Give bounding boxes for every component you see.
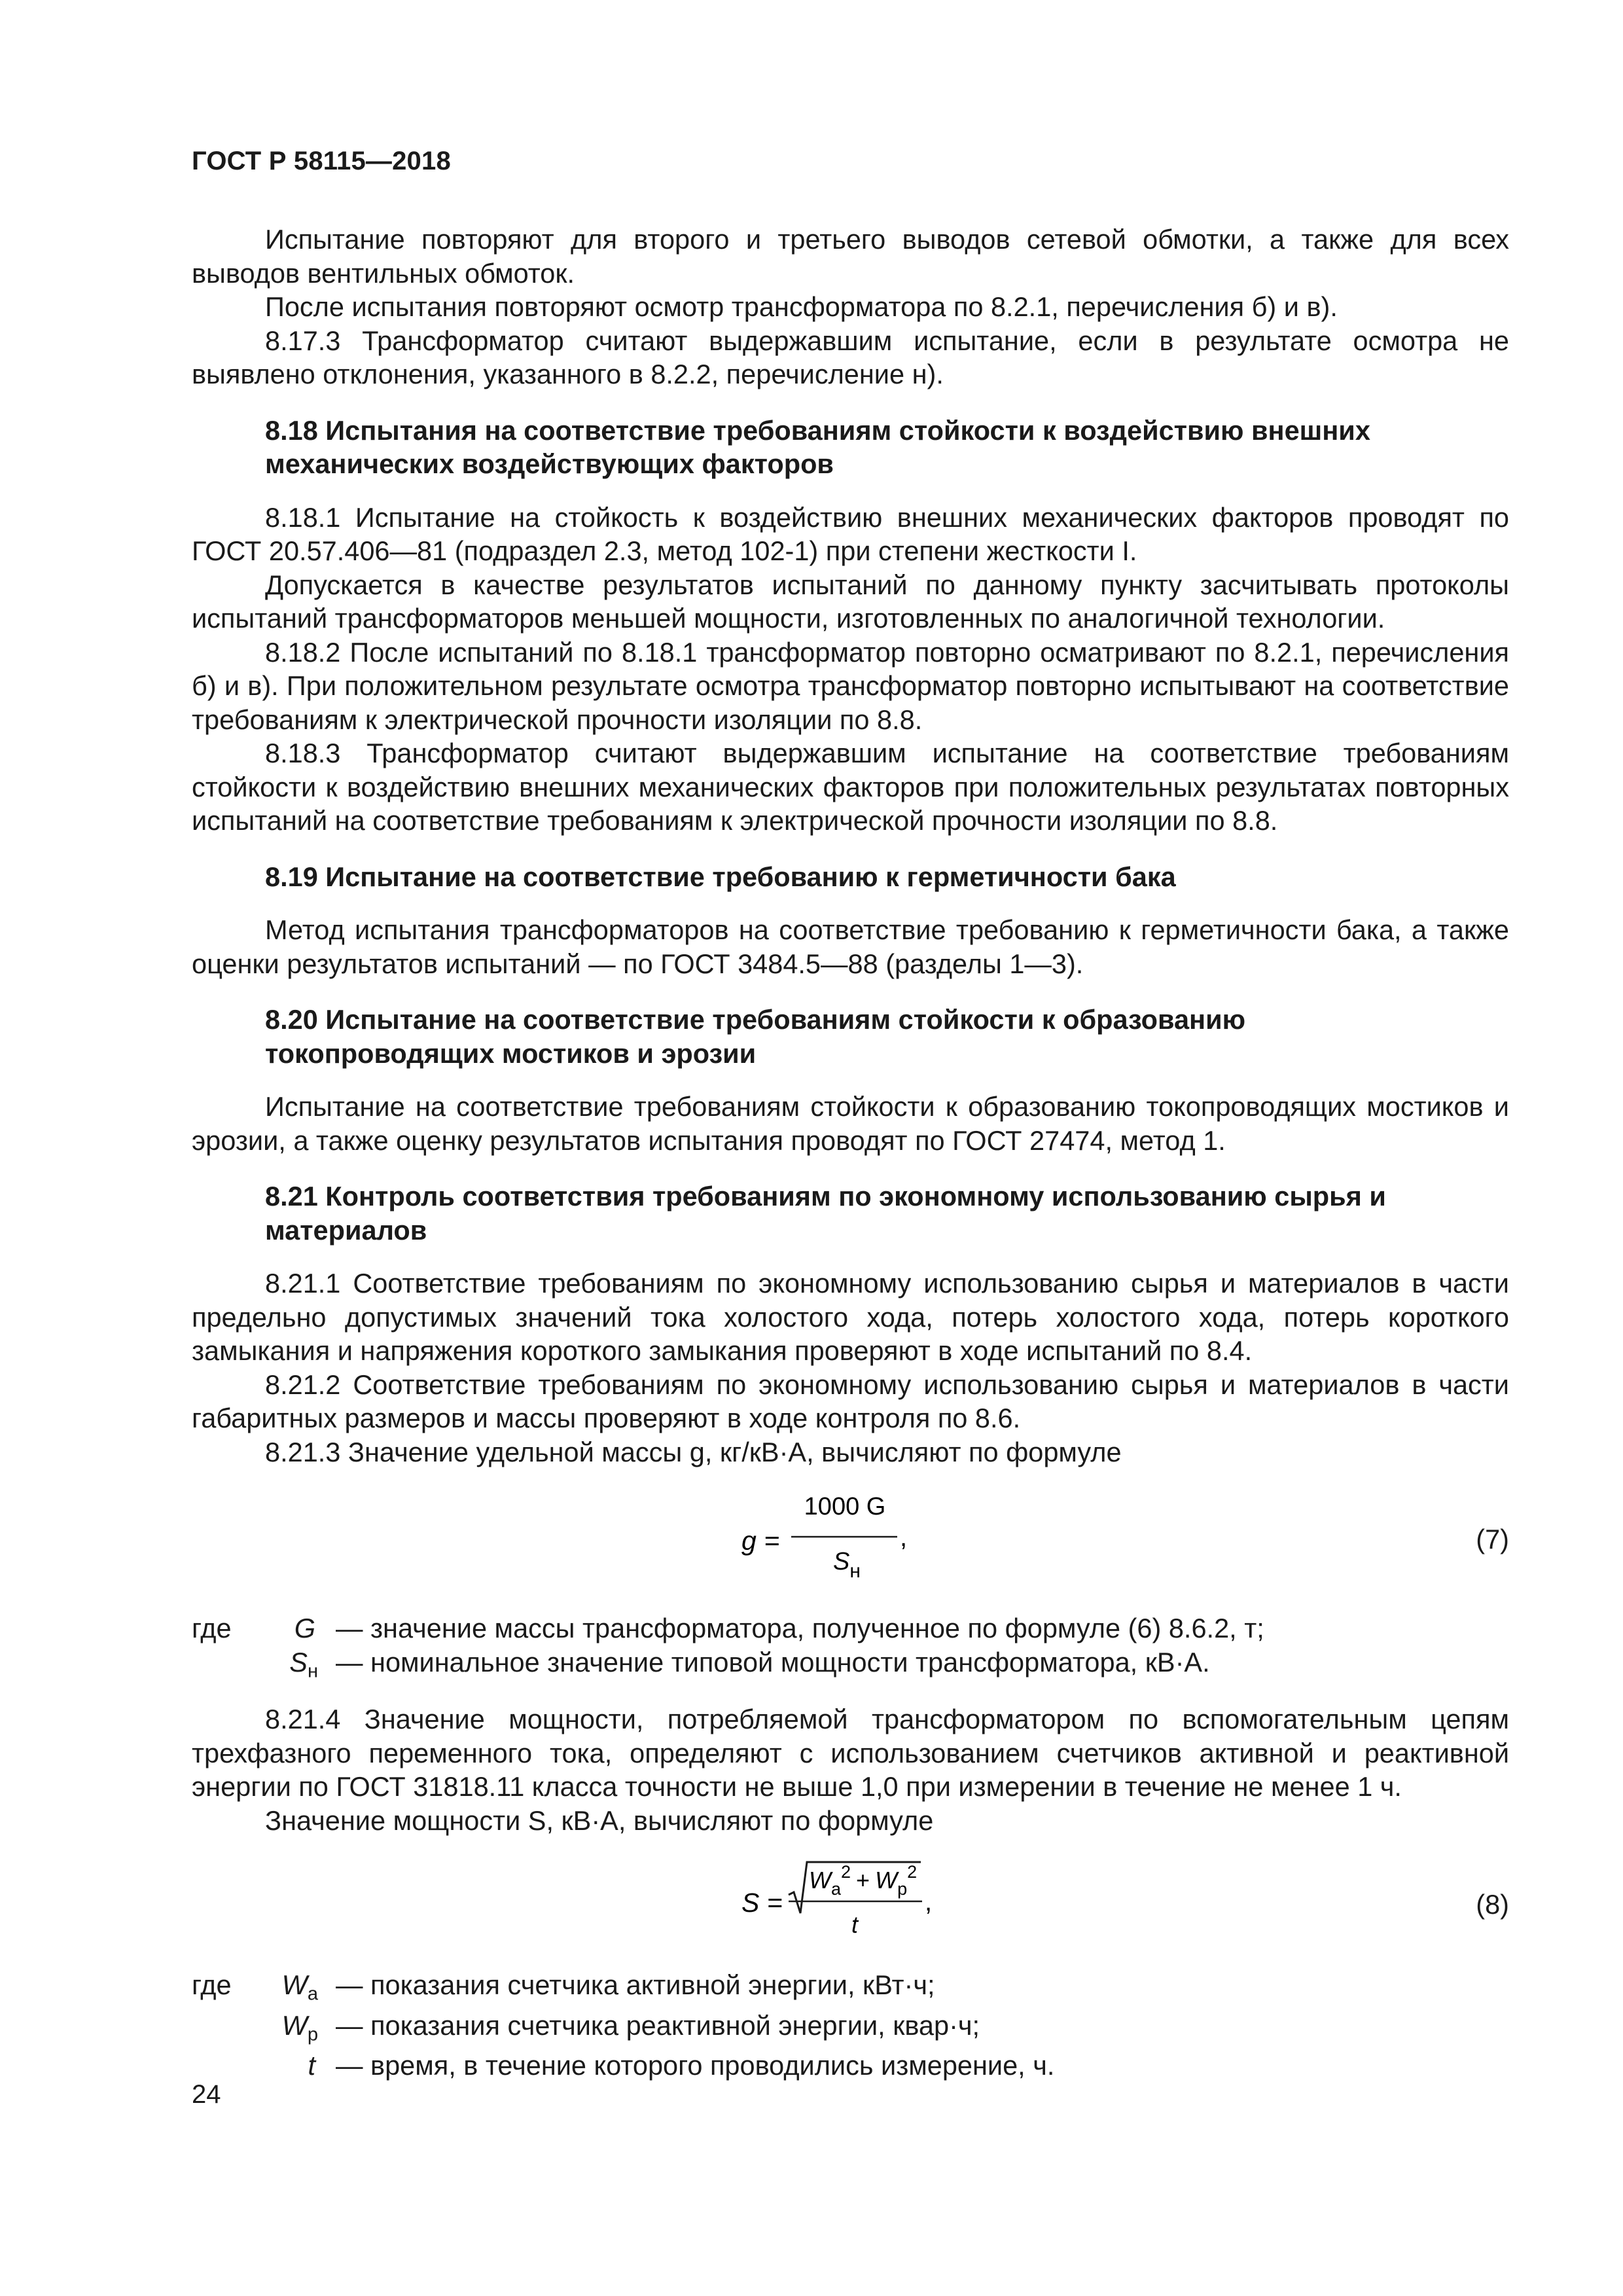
paragraph: Значение мощности S, кВ·А, вычисляют по формуле [265,1804,934,1836]
formula-8-svg [741,1852,964,1950]
formula-7-numerator: 1000 G [804,1493,886,1520]
document-header: ГОСТ Р 58115—2018 [192,147,451,175]
formula-8-body [741,1852,964,1956]
formula-7-number: (7) [1476,1524,1509,1554]
formula-8-comma: , [925,1888,933,1916]
paragraph: Испытание на соответствие требованиям стойкости к образованию токопроводящих мостиков и эрозии, а также оценку результатов испытания проводят по ГОСТ 27474, метод 1. [192,1091,1509,1156]
where-text: — показания счетчика активной энергии, кВт·ч; [336,1969,935,2000]
where-row [192,1645,1509,1682]
formula-7-denominator-sub: н [849,1560,861,1582]
section-heading-8-21: 8.21 Контроль соответствия требованиям по экономному использованию сырья и материалов [265,1181,1386,1246]
where-text: — номинальное значение типовой мощности трансформатора, кВ·А. [336,1646,1210,1677]
paragraph: После испытания повторяют осмотр трансформатора по 8.2.1, перечисления б) и в). [265,291,1338,322]
where-text: — значение массы трансформатора, полученное по формуле (6) 8.6.2, т; [336,1613,1264,1643]
paragraph: 8.21.1 Соответствие требованиям по экономному использованию сырья и материалов в части предельно допустимых значений тока холостого хода, потерь холостого хода, потерь короткого замыкания и напряжения короткого замыкания проверяют в ходе испытаний по 8.4. [192,1268,1509,1366]
paragraph: 8.21.4 Значение мощности, потребляемой трансформатором по вспомогательным цепям трехфазного переменного тока, определяют с использованием счетчиков активной и реактивной энергии по ГОСТ 31818.11 класса точности не выше 1,0 при измерении в течение не менее 1 ч. [192,1704,1509,1802]
formula-8 [192,1852,1509,1950]
paragraph: 8.21.2 Соответствие требованиям по экономному использованию сырья и материалов в части габаритных размеров и массы проверяют в ходе контроля по 8.6. [192,1369,1509,1433]
page-number: 24 [192,2080,221,2109]
paragraph: 8.18.2 После испытаний по 8.18.1 трансформатор повторно осматривают по 8.2.1, перечисления б) и в). При положительном результате осмотра трансформатор повторно испытывают на соответствие требованиям к электрической прочности изоляции по 8.8. [192,636,1509,735]
paragraph: 8.18.3 Трансформатор считают выдержавшим испытание на соответствие требованиям стойкости к воздействию внешних механических факторов при положительных результатах повторных испытаний на соответствие требованиям к электрической прочности изоляции по 8.8. [192,738,1509,836]
where-row [192,2049,1509,2083]
formula-7-denominator: $S_н$ [833,1548,861,1582]
document-body [192,223,1509,2083]
formula-7-body [741,1483,938,1588]
paragraph: Метод испытания трансформаторов на соответствие требованию к герметичности бака, а также оценки результатов испытаний — по ГОСТ 3484.5—88 (разделы 1—3). [192,914,1509,979]
where-text: — показания счетчика реактивной энергии, квар·ч; [336,2009,980,2041]
where-symbol: $W_р$ [281,2009,318,2045]
section-heading-8-19: 8.19 Испытание на соответствие требованию к герметичности бака [265,861,1176,892]
formula-7-comma: , [900,1523,908,1552]
where-symbol: G [294,1613,315,1643]
formula-7 [192,1483,1509,1596]
formula-8-lhs: S = [741,1888,783,1918]
formula-8-number: (8) [1476,1889,1509,1920]
paragraph: 8.21.3 Значение удельной массы g, кг/кВ·А, вычисляют по формуле [265,1436,1122,1467]
paragraph: Допускается в качестве результатов испытаний по данному пункту засчитывать протоколы испытаний трансформаторов меньшей мощности, изготовленных по аналогичной технологии. [192,569,1509,634]
where-symbol: $W_а$ [281,1969,318,2005]
formula-7-lhs: g = [741,1526,780,1556]
paragraph: Испытание повторяют для второго и третьего выводов сетевой обмотки, а также для всех выводов вентильных обмоток. [192,224,1509,289]
formula-8-denominator: t [851,1911,859,1938]
paragraph: 8.18.1 Испытание на стойкость к воздействию внешних механических факторов проводят по ГОСТ 20.57.406—81 (подраздел 2.3, метод 102-1) при степени жесткости I. [192,501,1509,566]
where-row [192,2009,1509,2043]
section-heading-8-18: 8.18 Испытания на соответствие требованиям стойкости к воздействию внешних механических воздействующих факторов [265,414,1370,479]
section-heading-8-20: 8.20 Испытание на соответствие требованиям стойкости к образованию токопроводящих мостиков и эрозии [265,1004,1246,1069]
where-symbol: t [308,2050,315,2081]
formula-7-svg [741,1483,938,1594]
where-word: где [192,1969,232,2000]
where-text: — время, в течение которого проводились измерение, ч. [336,2050,1055,2081]
where-word: где [192,1613,232,1643]
formula-8-radicand: $W_а^2 + W_р^2$ [809,1862,918,1899]
where-symbol: $S_н$ [289,1646,318,1682]
where-row [192,1968,1509,2005]
paragraph: 8.17.3 Трансформатор считают выдержавшим испытание, если в результате осмотра не выявлено отклонения, указанного в 8.2.2, перечисление н). [192,325,1509,389]
where-row [192,1611,1509,1645]
